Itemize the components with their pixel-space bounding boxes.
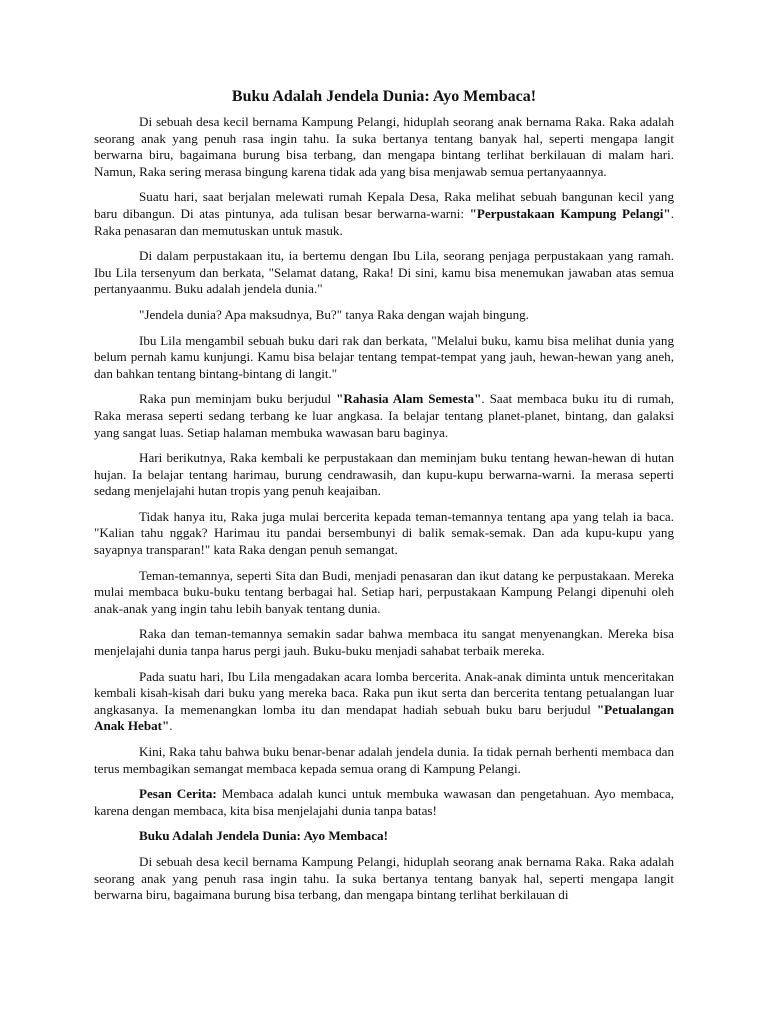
repeated-heading: Buku Adalah Jendela Dunia: Ayo Membaca! [139,828,388,844]
paragraph-13-moral [94,786,674,819]
paragraph-2-text-end: . Raka penasaran dan memutuskan untuk masuk. [94,205,674,238]
document-title: Buku Adalah Jendela Dunia: Ayo Membaca! [231,88,537,105]
paragraph-12: Kini, Raka tahu bahwa buku benar-benar adalah jendela dunia. Ia tidak pernah berhenti membaca dan terus membagikan semangat membaca kepada semua orang di Kampung Pelangi. [94,744,674,776]
moral-text: Membaca adalah kunci untuk membuka wawasan dan pengetahuan. Ayo membaca, karena dengan membaca, kita bisa menjelajahi dunia tanpa batas! [94,786,675,818]
paragraph-7: Hari berikutnya, Raka kembali ke perpustakaan dan meminjam buku tentang hewan-hewan di hutan hujan. Ia belajar tentang harimau, burung cendrawasih, dan kupu-kupu berwarna-warni. Ia merasa seperti sedang menjelajahi hutan tropis yang penuh keajaiban. [94,450,674,499]
paragraph-6-text-end: . Saat membaca buku itu di rumah, Raka merasa seperti sedang terbang ke luar angkasa. Ia belajar tentang planet-planet, bintang, dan galaksi yang sangat luas. Setiap halaman membuka wawasan baru baginya. [94,391,675,440]
paragraph-14: Di sebuah desa kecil bernama Kampung Pelangi, hiduplah seorang anak bernama Raka. Raka adalah seorang anak yang penuh rasa ingin tahu. Ia suka bertanya tentang banyak hal, seperti mengapa langit berwarna biru, bagaimana burung bisa terbang, dan mengapa bintang terlihat berkilauan di [94,853,674,903]
paragraph-2-text: Suatu hari, saat berjalan melewati rumah Kepala Desa, Raka melihat sebuah bangunan kecil yang baru dibangun. Di atas pintunya, ada tulisan besar berwarna-warni: [94,189,674,221]
book-title-bold-1: "Rahasia Alam Semesta" [336,391,482,407]
library-name-bold: "Perpustakaan Kampung Pelangi" [469,205,671,221]
paragraph-6-text: Raka pun meminjam buku berjudul [139,391,337,407]
book-title-bold-2: "Petualangan Anak Hebat" [94,701,674,734]
paragraph-3: Di dalam perpustakaan itu, ia bertemu dengan Ibu Lila, seorang penjaga perpustakaan yang ramah. Ibu Lila tersenyum dan berkata, "Selamat datang, Raka! Di sini, kamu bisa menemukan jawaban atas semua pertanyaanmu. Buku adalah jendela dunia." [94,248,674,297]
paragraph-9: Teman-temannya, seperti Sita dan Budi, menjadi penasaran dan ikut datang ke perpustakaan. Mereka mulai membaca buku-buku tentang berbagai hal. Setiap hari, perpustakaan Kampung Pelangi dipenuhi oleh anak-anak yang ingin tahu lebih banyak tentang dunia. [94,567,674,616]
paragraph-8: Tidak hanya itu, Raka juga mulai bercerita kepada teman-temannya tentang apa yang telah ia baca. "Kalian tahu nggak? Harimau itu pandai bersembunyi di balik semak-semak. Dan ada kupu-kupu yang sayapnya transparan!" kata Raka dengan penuh semangat. [94,508,674,558]
paragraph-5: Ibu Lila mengambil sebuah buku dari rak dan berkata, "Melalui buku, kamu bisa melihat dunia yang belum pernah kamu kunjungi. Kamu bisa belajar tentang tempat-tempat yang jauh, hewan-hewan yang aneh, dan bahkan tentang bintang-bintang di langit." [94,332,674,381]
document-page [94,86,674,913]
paragraph-11-text-end: . [169,718,173,734]
paragraph-1: Di sebuah desa kecil bernama Kampung Pelangi, hiduplah seorang anak bernama Raka. Raka adalah seorang anak yang penuh rasa ingin tahu. Ia suka bertanya tentang banyak hal, seperti mengapa langit berwarna biru, bagaimana burung bisa terbang, dan mengapa bintang terlihat berkilauan di malam hari. Namun, Raka sering merasa bingung karena tidak ada yang bisa menjawab semua pertanyaannya. [94,114,674,179]
paragraph-10: Raka dan teman-temannya semakin sadar bahwa membaca itu sangat menyenangkan. Mereka bisa menjelajahi dunia tanpa harus pergi jauh. Buku-buku menjadi sahabat terbaik mereka. [94,626,674,659]
paragraph-6 [94,391,674,441]
paragraph-11-text: Pada suatu hari, Ibu Lila mengadakan acara lomba bercerita. Anak-anak diminta untuk menceritakan kembali kisah-kisah dari buku yang mereka baca. Raka pun ikut serta dan bercerita tentang petualangan luar angkasanya. Ia memenangkan lomba itu dan mendapat hadiah sebuah buku baru berjudul [94,668,674,717]
paragraph-11 [94,669,674,735]
moral-label-bold: Pesan Cerita: [139,786,217,802]
paragraph-4: "Jendela dunia? Apa maksudnya, Bu?" tanya Raka dengan wajah bingung. [139,306,529,322]
paragraph-2 [94,189,674,239]
